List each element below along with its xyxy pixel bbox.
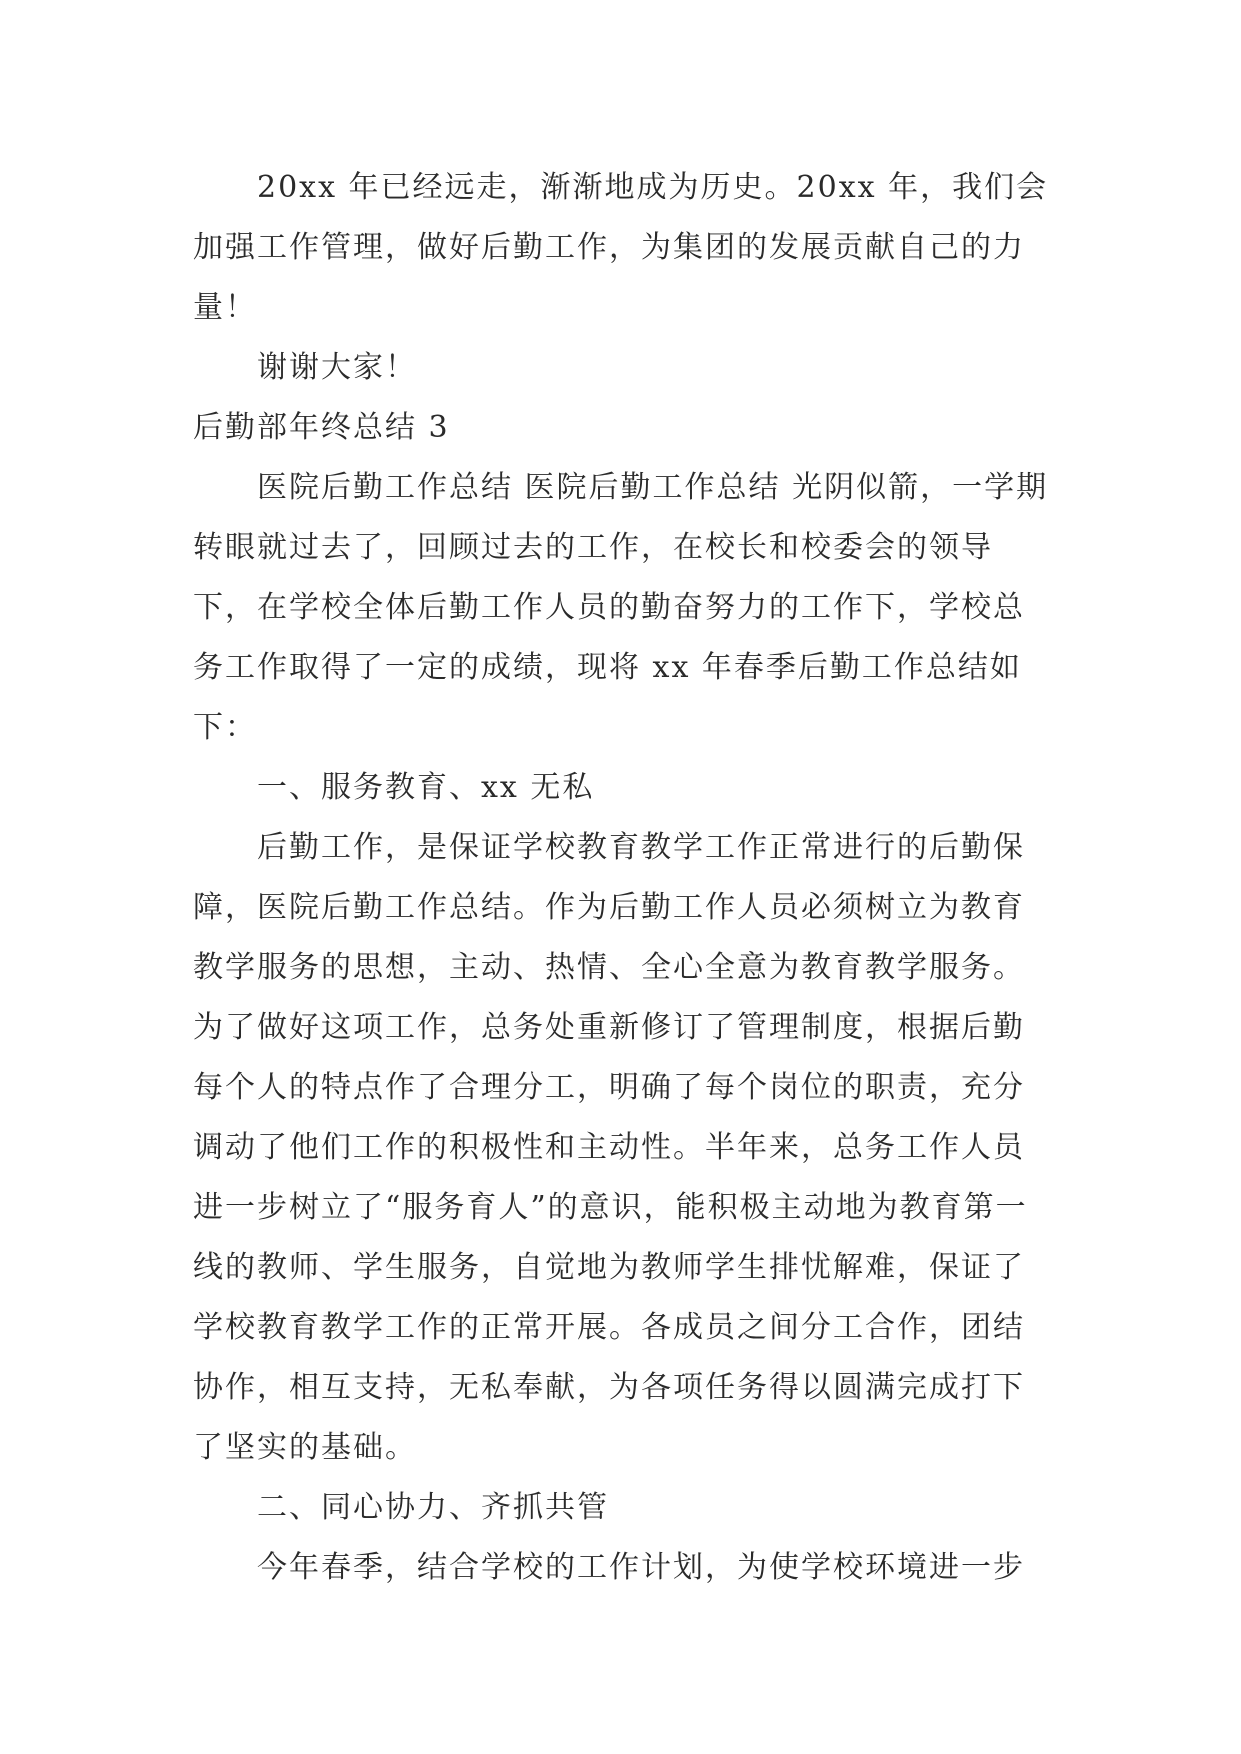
intro-paragraph: 医院后勤工作总结 医院后勤工作总结 光阴似箭，一学期转眼就过去了，回顾过去的工作，在校长和校委会的领导下，在学校全体后勤工作人员的勤奋努力的工作下，学校总务工作取得了一定的成绩，现将 xx 年春季后勤工作总结如下： [193,470,1049,745]
document-body [193,158,1053,1598]
body-paragraph-continued: 今年春季，结合学校的工作计划，为使学校环境进一步 [257,1550,1025,1585]
closing-paragraph: 20xx 年已经远走，渐渐地成为历史。20xx 年，我们会加强工作管理，做好后勤工作，为集团的发展贡献自己的力量！ [193,170,1049,325]
thanks-paragraph: 谢谢大家！ [257,350,417,385]
body-paragraph: 后勤工作，是保证学校教育教学工作正常进行的后勤保障，医院后勤工作总结。作为后勤工作人员必须树立为教育教学服务的思想，主动、热情、全心全意为教育教学服务。为了做好这项工作，总务处重新修订了管理制度，根据后勤每个人的特点作了合理分工，明确了每个岗位的职责，充分调动了他们工作的积极性和主动性。半年来，总务工作人员进一步树立了“服务育人”的意识，能积极主动地为教育第一线的教师、学生服务，自觉地为教师学生排忧解难，保证了学校教育教学工作的正常开展。各成员之间分工合作，团结协作，相互支持，无私奉献，为各项任务得以圆满完成打下了坚实的基础。 [193,830,1028,1465]
section-title: 后勤部年终总结 3 [193,410,450,445]
subheading-one: 一、服务教育、xx 无私 [257,770,595,805]
subheading-two: 二、同心协力、齐抓共管 [257,1490,609,1525]
